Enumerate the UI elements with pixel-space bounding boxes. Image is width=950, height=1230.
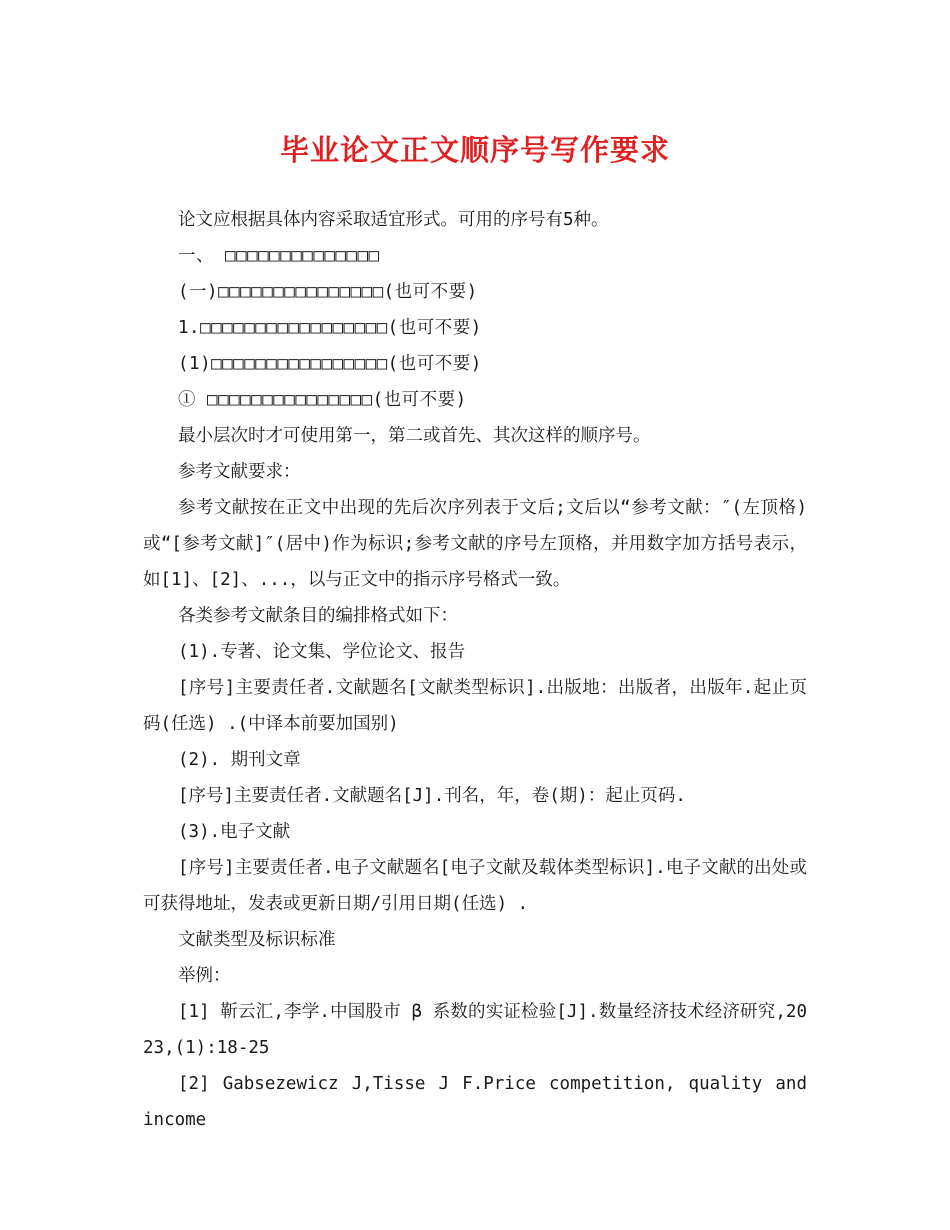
paragraph-references-heading: 参考文献要求： <box>178 462 301 482</box>
paragraph-level-5: ① □□□□□□□□□□□□□□□(也可不要) <box>178 390 467 410</box>
paragraph-type-standard: 文献类型及标识标准 <box>178 930 336 950</box>
paragraph-format-electronic: [序号]主要责任者.电子文献题名[电子文献及载体类型标识].电子文献的出处或可获得地址，发表或更新日期/引用日期(任选) . <box>143 858 807 914</box>
paragraph-level-4: (1)□□□□□□□□□□□□□□□□(也可不要) <box>178 354 482 374</box>
paragraph-format-monograph: [序号]主要责任者.文献题名[文献类型标识].出版地：出版者，出版年.起止页码(任选) .(中译本前要加国别) <box>143 678 807 734</box>
document-title: 毕业论文正文顺序号写作要求 <box>279 133 670 167</box>
paragraph-example-2: [2] Gabsezewicz J,Tisse J F.Price competition, quality and income <box>143 1074 807 1130</box>
paragraph-type-monograph: (1).专著、论文集、学位论文、报告 <box>178 642 466 662</box>
document-body <box>143 202 807 1138</box>
paragraph-examples-heading: 举例： <box>178 966 231 986</box>
paragraph-references-rules: 参考文献按在正文中出现的先后次序列表于文后;文后以“参考文献：″(左顶格)或“[参考文献]″(居中)作为标识;参考文献的序号左顶格，并用数字加方括号表示，如[1]、[2]、...，以与正文中的指示序号格式一致。 <box>143 498 807 590</box>
paragraph-format-journal: [序号]主要责任者.文献题名[J].刊名，年，卷(期)：起止页码. <box>178 786 686 806</box>
paragraph-type-electronic: (3).电子文献 <box>178 822 291 842</box>
paragraph-level-1: 一、 □□□□□□□□□□□□□□ <box>178 246 380 266</box>
paragraph-example-1: [1] 靳云汇,李学.中国股市 β 系数的实证检验[J].数量经济技术经济研究,2023,(1):18-25 <box>143 1002 807 1058</box>
paragraph-level-2: (一)□□□□□□□□□□□□□□□(也可不要) <box>178 282 478 302</box>
paragraph-type-journal: (2). 期刊文章 <box>178 750 301 770</box>
paragraph-lowest-level-note: 最小层次时才可使用第一，第二或首先、其次这样的顺序号。 <box>178 426 651 446</box>
paragraph-format-intro: 各类参考文献条目的编排格式如下： <box>178 606 458 626</box>
paragraph-level-3: 1.□□□□□□□□□□□□□□□□□(也可不要) <box>178 318 482 338</box>
paragraph-intro: 论文应根据具体内容采取适宜形式。可用的序号有5种。 <box>178 210 609 230</box>
